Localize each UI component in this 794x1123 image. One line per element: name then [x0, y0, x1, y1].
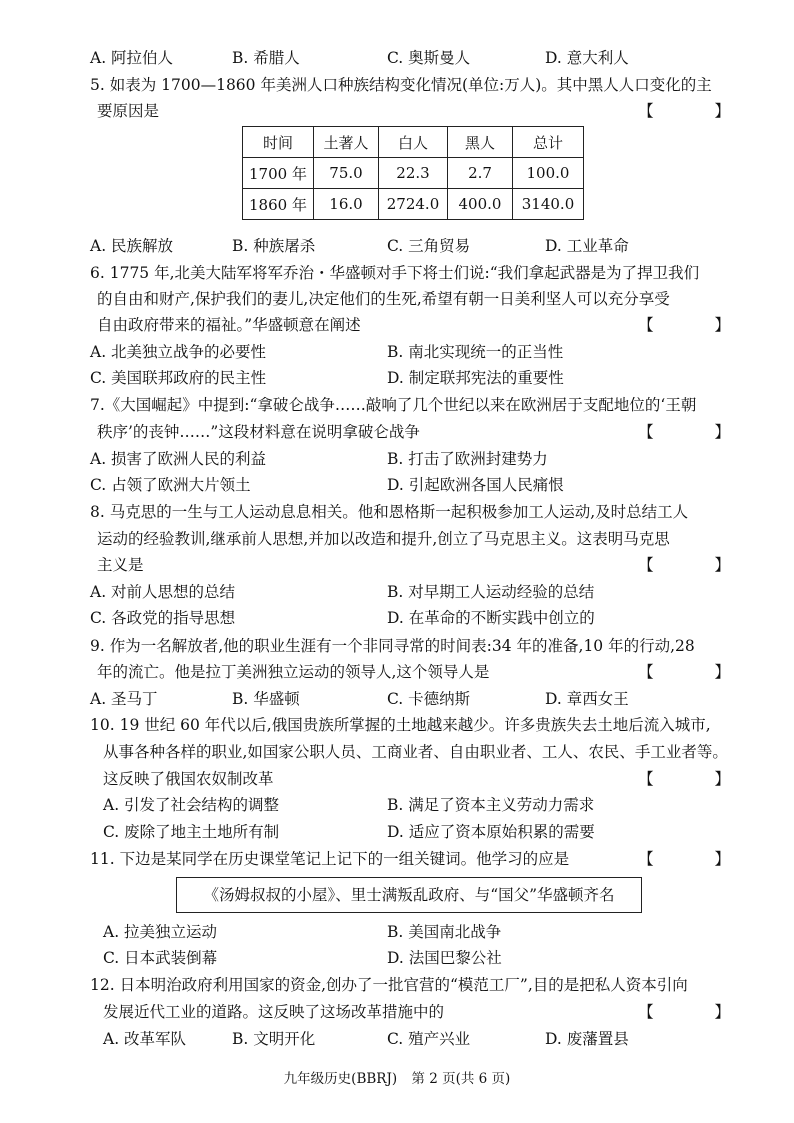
q11-answer-bracket[interactable]: 【 】 — [638, 850, 758, 868]
q9-option-b[interactable]: B. 华盛顿 — [232, 690, 300, 708]
q10-answer-bracket[interactable]: 【 】 — [638, 770, 758, 788]
footer-subject: 九年级历史(BBRJ) — [283, 1071, 398, 1087]
q7-options-row-2 — [90, 472, 730, 498]
q12-option-d[interactable]: D. 废藩置县 — [545, 1030, 629, 1048]
q9-option-a[interactable]: A. 圣马丁 — [90, 690, 158, 708]
q7-option-a[interactable]: A. 损害了欧洲人民的利益 — [90, 450, 267, 468]
table-cell: 1860 年 — [243, 189, 314, 220]
q5-stem-line-1: 5. 如表为 1700—1860 年美洲人口种族结构变化情况(单位:万人)。其中黑人人口变化的主 — [90, 76, 712, 94]
page-footer — [0, 1069, 794, 1089]
q8-stem-line-1: 8. 马克思的一生与工人运动息息相关。他和恩格斯一起积极参加工人运动,及时总结工人 — [90, 503, 689, 521]
q5-answer-bracket[interactable]: 【 】 — [638, 102, 758, 120]
q11-keywords-box: 《汤姆叔叔的小屋》、里士满叛乱政府、与“国父”华盛顿齐名 — [176, 877, 642, 913]
q8-option-a[interactable]: A. 对前人思想的总结 — [90, 583, 236, 601]
q7-option-d[interactable]: D. 引起欧洲各国人民痛恨 — [387, 476, 564, 494]
table-row — [243, 189, 584, 220]
q11-option-b[interactable]: B. 美国南北战争 — [387, 923, 502, 941]
q11-options-row-2 — [103, 945, 730, 971]
q10-option-d[interactable]: D. 适应了资本原始积累的需要 — [387, 823, 595, 841]
table-row — [243, 158, 584, 189]
q8-options-row-2 — [90, 605, 730, 631]
q9-option-d[interactable]: D. 章西女王 — [545, 690, 629, 708]
q9-stem-text: 年的流亡。他是拉丁美洲独立运动的领导人,这个领导人是 — [97, 663, 490, 681]
q8-stem-line-3 — [97, 552, 758, 578]
footer-page-number: 第 2 页(共 6 页) — [411, 1071, 511, 1087]
table-header-cell: 土著人 — [314, 127, 379, 158]
q7-options-row-1 — [90, 446, 730, 472]
q9-options — [90, 686, 730, 712]
q10-options-row-2 — [103, 819, 730, 845]
q5-option-a[interactable]: A. 民族解放 — [90, 237, 174, 255]
table-cell: 2724.0 — [379, 189, 448, 220]
q5-option-c[interactable]: C. 三角贸易 — [387, 237, 471, 255]
q12-option-a[interactable]: A. 改革军队 — [103, 1030, 187, 1048]
q6-option-c[interactable]: C. 美国联邦政府的民主性 — [90, 369, 267, 387]
q10-stem-line-2: 从事各种各样的职业,如国家公职人员、工商业者、自由职业者、工人、农民、手工业者等。 — [103, 743, 728, 761]
table-cell: 3140.0 — [513, 189, 584, 220]
q11-option-d[interactable]: D. 法国巴黎公社 — [387, 949, 502, 967]
q5-option-d[interactable]: D. 工业革命 — [545, 237, 629, 255]
q4-option-c[interactable]: C. 奥斯曼人 — [387, 49, 471, 67]
table-header-cell: 白人 — [379, 127, 448, 158]
q8-answer-bracket[interactable]: 【 】 — [638, 556, 758, 574]
q7-answer-bracket[interactable]: 【 】 — [638, 423, 758, 441]
q10-stem-text: 这反映了俄国农奴制改革 — [103, 770, 274, 788]
q4-option-a[interactable]: A. 阿拉伯人 — [90, 49, 174, 67]
table-cell: 1700 年 — [243, 158, 314, 189]
q6-options-row-2 — [90, 365, 730, 391]
q6-option-d[interactable]: D. 制定联邦宪法的重要性 — [387, 369, 564, 387]
table-header-cell: 总计 — [513, 127, 584, 158]
table-header-row — [243, 127, 584, 158]
q9-answer-bracket[interactable]: 【 】 — [638, 663, 758, 681]
q5-stem-line-2 — [97, 98, 758, 124]
q11-options-row-1 — [103, 919, 730, 945]
q6-option-b[interactable]: B. 南北实现统一的正当性 — [387, 343, 564, 361]
q12-stem-line-2 — [103, 999, 758, 1025]
table-header-cell: 黑人 — [448, 127, 513, 158]
q9-stem-line-1: 9. 作为一名解放者,他的职业生涯有一个非同寻常的时间表:34 年的准备,10 年的行动,28 — [90, 637, 695, 655]
q8-stem-line-2: 运动的经验教训,继承前人思想,并加以改造和提升,创立了马克思主义。这表明马克思 — [97, 530, 670, 548]
q10-stem-line-3 — [103, 766, 758, 792]
q12-options — [103, 1026, 730, 1052]
q11-stem-text: 11. 下边是某同学在历史课堂笔记上记下的一组关键词。他学习的应是 — [90, 850, 570, 868]
q9-option-c[interactable]: C. 卡德纳斯 — [387, 690, 471, 708]
table-cell: 75.0 — [314, 158, 379, 189]
q6-answer-bracket[interactable]: 【 】 — [638, 316, 758, 334]
q7-stem-line-1: 7.《大国崛起》中提到:“拿破仑战争……敲响了几个世纪以来在欧洲居于支配地位的‘王朝 — [90, 396, 697, 414]
q4-options — [90, 45, 730, 71]
q4-option-d[interactable]: D. 意大利人 — [545, 49, 629, 67]
q8-option-c[interactable]: C. 各政党的指导思想 — [90, 609, 236, 627]
q11-stem-line-1 — [90, 846, 758, 872]
q5-option-b[interactable]: B. 种族屠杀 — [232, 237, 316, 255]
q12-stem-line-1: 12. 日本明治政府利用国家的资金,创办了一批官营的“模范工厂”,目的是把私人资本引向 — [90, 976, 688, 994]
q12-option-c[interactable]: C. 殖产兴业 — [387, 1030, 471, 1048]
q12-stem-text: 发展近代工业的道路。这反映了这场改革措施中的 — [103, 1003, 445, 1021]
q8-option-b[interactable]: B. 对早期工人运动经验的总结 — [387, 583, 595, 601]
q8-stem-text: 主义是 — [97, 556, 144, 574]
q7-option-b[interactable]: B. 打击了欧洲封建势力 — [387, 450, 548, 468]
q6-stem-line-3 — [97, 312, 758, 338]
q7-stem-line-2 — [97, 419, 758, 445]
q10-option-a[interactable]: A. 引发了社会结构的调整 — [103, 796, 280, 814]
q6-stem-line-1: 6. 1775 年,北美大陆军将军乔治・华盛顿对手下将士们说:“我们拿起武器是为了捍卫我们 — [90, 264, 700, 282]
population-table — [242, 126, 584, 220]
q7-option-c[interactable]: C. 占领了欧洲大片领土 — [90, 476, 251, 494]
q12-option-b[interactable]: B. 文明开化 — [232, 1030, 316, 1048]
q6-options-row-1 — [90, 339, 730, 365]
q11-option-a[interactable]: A. 拉美独立运动 — [103, 923, 218, 941]
q10-option-c[interactable]: C. 废除了地主土地所有制 — [103, 823, 280, 841]
table-header-cell: 时间 — [243, 127, 314, 158]
q5-options — [90, 233, 730, 259]
table-cell: 2.7 — [448, 158, 513, 189]
q5-stem-text: 要原因是 — [97, 102, 160, 120]
table-cell: 16.0 — [314, 189, 379, 220]
q11-option-c[interactable]: C. 日本武装倒幕 — [103, 949, 218, 967]
q8-options-row-1 — [90, 579, 730, 605]
q12-answer-bracket[interactable]: 【 】 — [638, 1003, 758, 1021]
q6-stem-text: 自由政府带来的福祉。”华盛顿意在阐述 — [97, 316, 361, 334]
q10-option-b[interactable]: B. 满足了资本主义劳动力需求 — [387, 796, 595, 814]
q9-stem-line-2 — [97, 659, 758, 685]
table-cell: 22.3 — [379, 158, 448, 189]
q10-stem-line-1: 10. 19 世纪 60 年代以后,俄国贵族所掌握的土地越来越少。许多贵族失去土地后流入城市, — [90, 716, 711, 734]
q6-stem-line-2: 的自由和财产,保护我们的妻儿,决定他们的生死,希望有朝一日美利坚人可以充分享受 — [97, 290, 670, 308]
q4-option-b[interactable]: B. 希腊人 — [232, 49, 300, 67]
q6-option-a[interactable]: A. 北美独立战争的必要性 — [90, 343, 267, 361]
table-cell: 400.0 — [448, 189, 513, 220]
q7-stem-text: 秩序’的丧钟……”这段材料意在说明拿破仑战争 — [97, 423, 420, 441]
q10-options-row-1 — [103, 792, 730, 818]
q8-option-d[interactable]: D. 在革命的不断实践中创立的 — [387, 609, 595, 627]
table-cell: 100.0 — [513, 158, 584, 189]
